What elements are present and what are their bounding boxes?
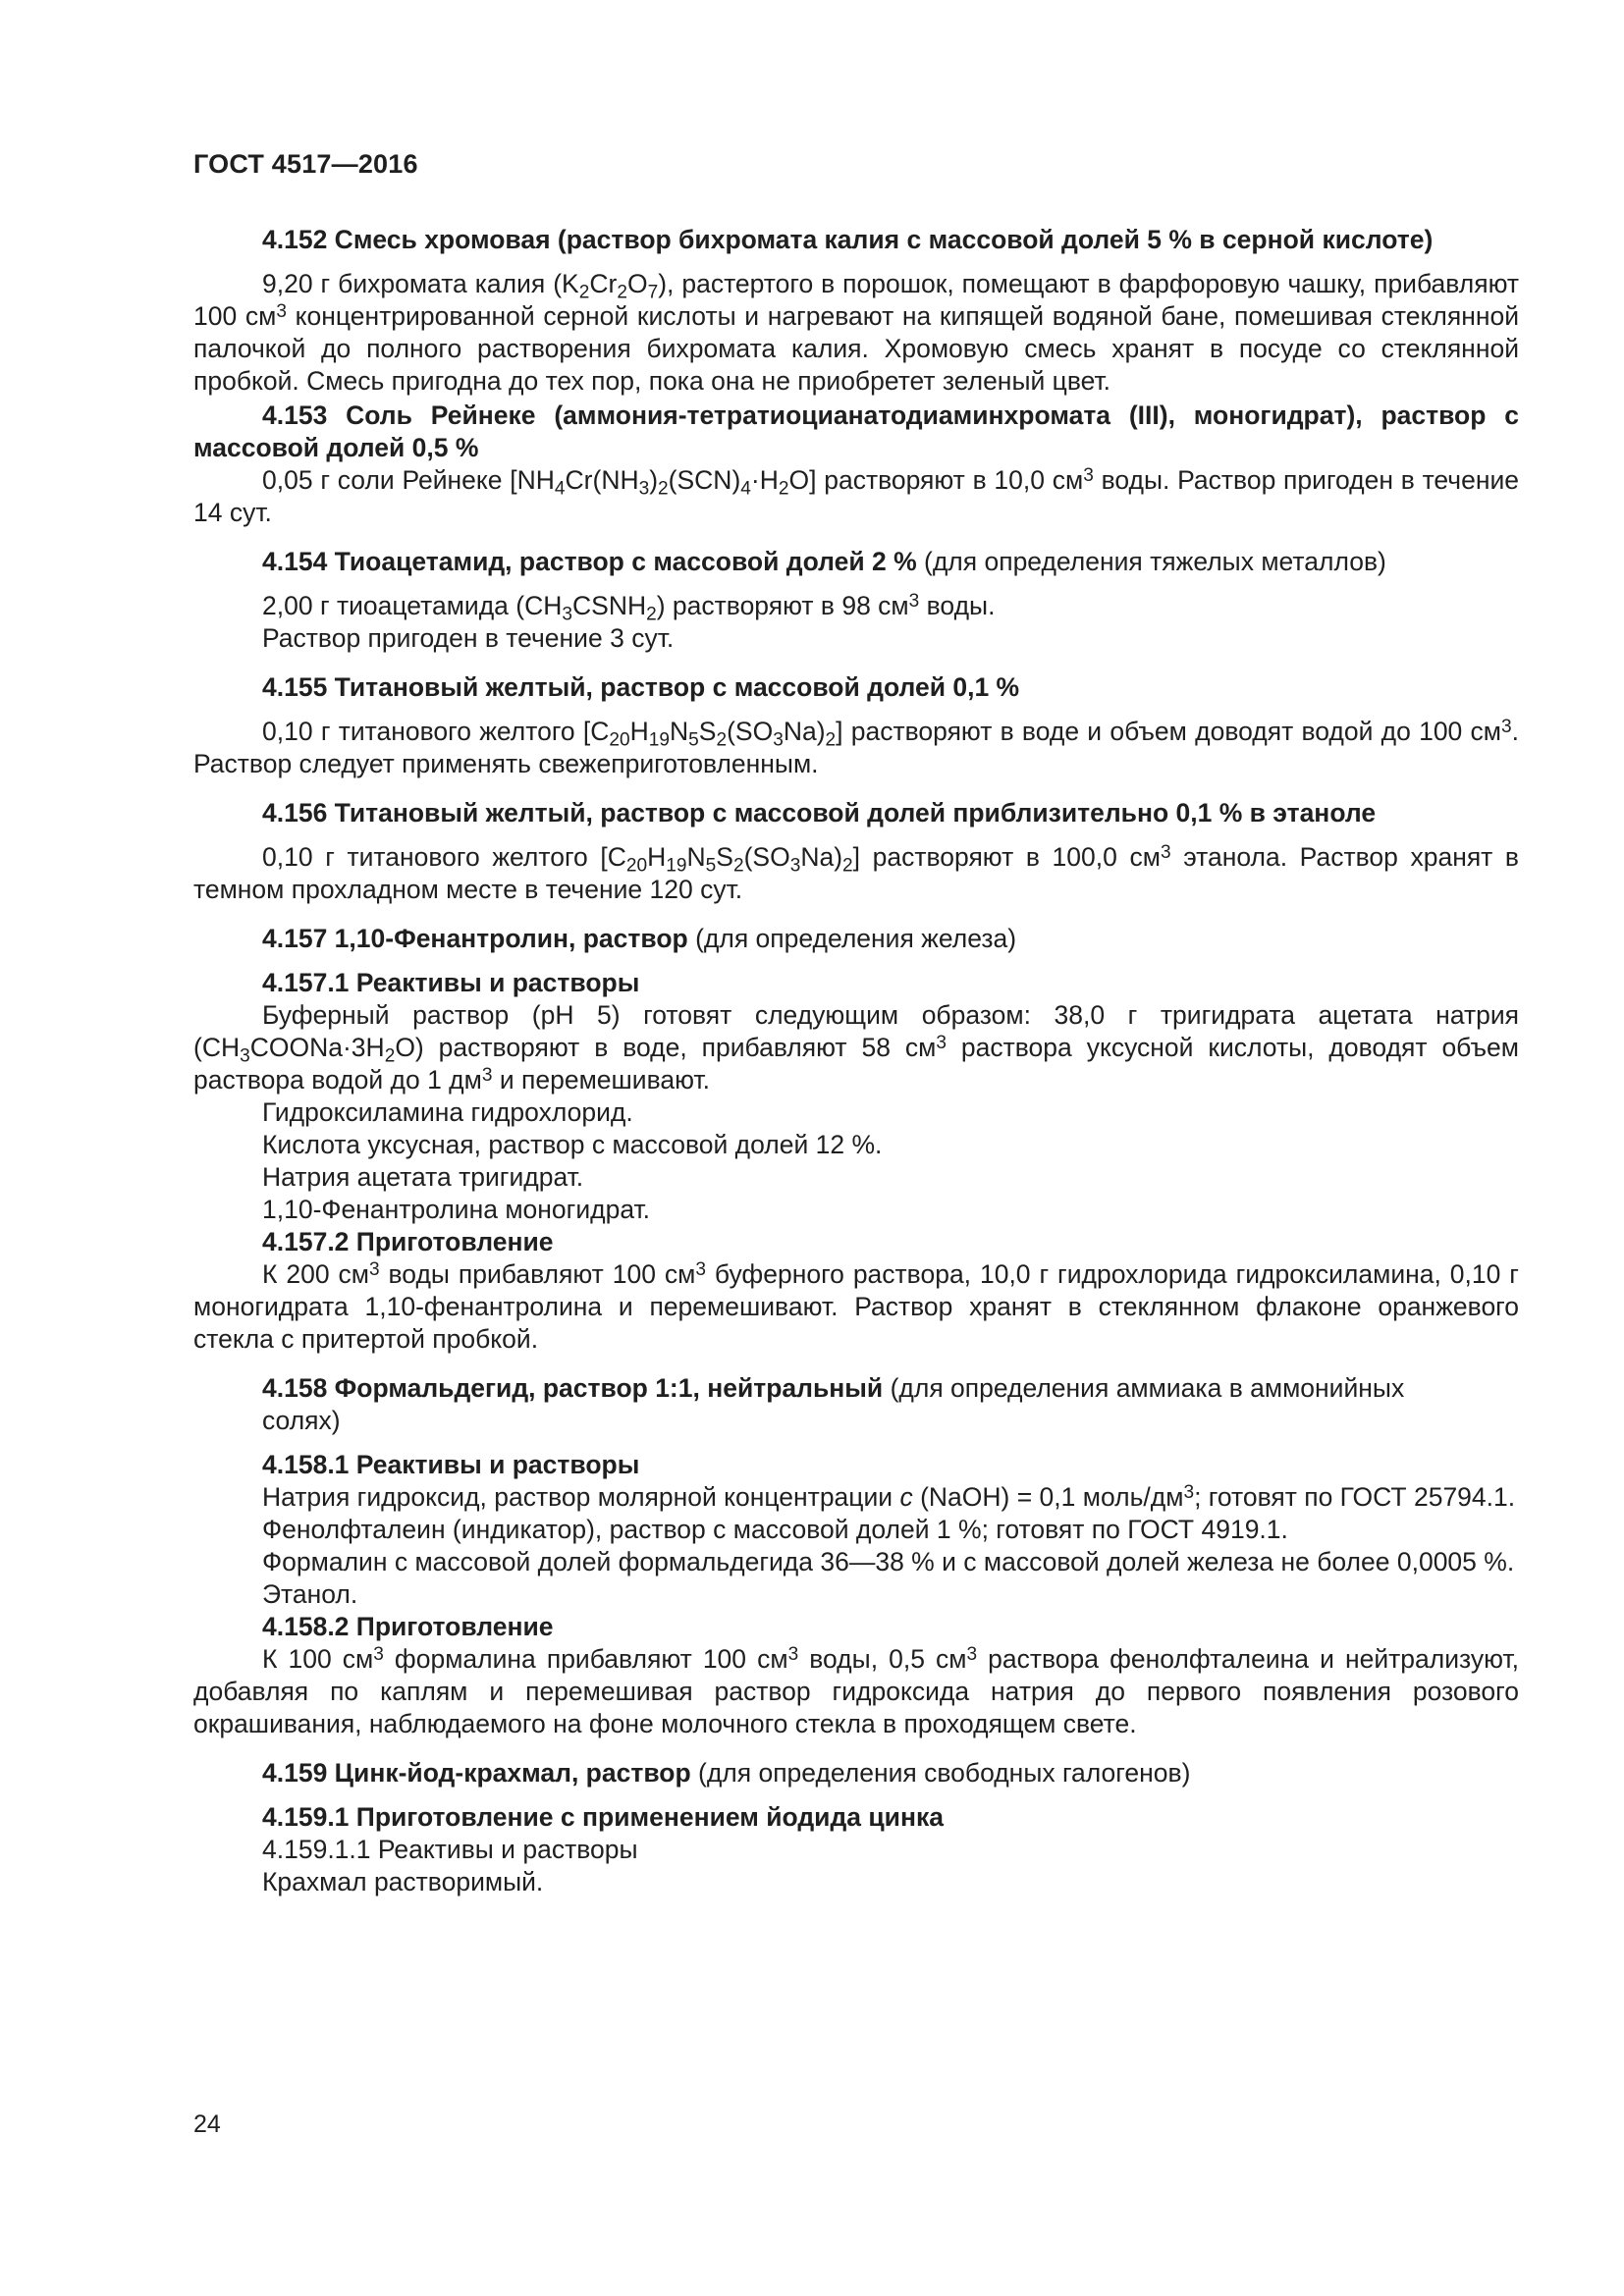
section-4-158-1-formalin: Формалин с массовой долей формальдегида 36—38 % и с массовой долей железа не более 0,0005 %. [262,1547,1515,1576]
section-4-153-title: 4.153 Соль Рейнеке (аммония-тетратиоцианатодиаминхромата (III), моногидрат), раствор с массовой долей 0,5 % [193,400,1519,462]
list-item: 1,10-Фенантролина моногидрат. [262,1195,651,1224]
section-4-155-title: 4.155 Титановый желтый, раствор с массовой долей 0,1 % [262,672,1020,702]
section-4-159-title: 4.159 Цинк-йод-крахмал, раствор (для определения свободных галогенов) [262,1758,1191,1788]
section-4-158-1-phenolphthalein: Фенолфталеин (индикатор), раствор с массовой долей 1 %; готовят по ГОСТ 4919.1. [262,1515,1288,1544]
section-4-158-1-ethanol: Этанол. [262,1579,358,1609]
section-4-156-text: 0,10 г титанового желтого $[C_{20}H_{19}N_5S_2(SO_3Na)_2]$ растворяют в 100,0 $см^3$ этанола. Раствор хранят в темном прохладном месте в течение 120 сут. [193,842,1520,904]
list-item: Крахмал растворимый. [262,1867,544,1896]
section-4-157-2-text: К 200 $см^3$ воды прибавляют 100 $см^3$ буферного раствора, 10,0 г гидрохлорида гидроксиламина, 0,10 г моногидрата 1,10-фенантролина и перемешивают. Раствор хранят в стеклянном флаконе оранжевого стекла с притертой пробкой. [193,1259,1519,1354]
section-4-158-2-title: 4.158.2 Приготовление [262,1612,554,1641]
section-4-158-title: 4.158 Формальдегид, раствор 1:1, нейтральный (для определения аммиака в аммонийных солях) [262,1373,1405,1435]
section-4-152-title: 4.152 Смесь хромовая (раствор бихромата калия с массовой долей 5 % в серной кислоте) [262,225,1434,254]
section-4-158-1-naoh: Натрия гидроксид, раствор молярной концентрации с (NaOH) = 0,1 моль/$дм^3$; готовят по ГОСТ 25794.1. [262,1482,1516,1512]
section-4-158-1-title: 4.158.1 Реактивы и растворы [262,1450,640,1479]
section-4-152-text: 9,20 г бихромата калия $(K_2Cr_2O_7)$, растертого в порошок, помещают в фарфоровую чашку, прибавляют 100 $см^3$ концентрированной серной кислоты и нагревают на кипящей водяной бане, помешивая стеклянной палочкой до полного растворения бихромата калия. Хромовую смесь хранят в посуде со стеклянной пробкой. Смесь пригодна до тех пор, пока она не приобретет зеленый цвет. [193,269,1520,396]
list-item: Гидроксиламина гидрохлорид. [262,1097,633,1127]
section-4-154-title: 4.154 Тиоацетамид, раствор с массовой долей 2 % (для определения тяжелых металлов) [262,547,1386,576]
document-header: ГОСТ 4517—2016 [193,149,418,179]
section-4-153-text: 0,05 г соли Рейнеке $[NH_4Cr(NH_3)_2(SCN)_4\cdot H_2O]$ растворяют в 10,0 $см^3$ воды. Раствор пригоден в течение 14 сут. [193,465,1520,527]
section-4-157-title: 4.157 1,10-Фенантролин, раствор (для определения железа) [262,924,1017,953]
section-4-154-shelf-life: Раствор пригоден в течение 3 сут. [262,623,675,653]
page-number: 24 [193,2110,221,2138]
list-item: Натрия ацетата тригидрат. [262,1162,584,1192]
section-4-154-text: 2,00 г тиоацетамида $(CH_3CSNH_2)$ растворяют в 98 $см^3$ воды. [262,591,996,625]
document-body [193,224,1519,1898]
section-4-157-1-buffer: Буферный раствор (рН 5) готовят следующим образом: 38,0 г тригидрата ацетата натрия $(CH_3COONa\cdot 3H_2O)$ растворяют в воде, прибавляют 58 $см^3$ раствора уксусной кислоты, доводят объем раствора водой до 1 $дм^3$ и перемешивают. [193,1000,1519,1095]
section-4-157-1-title: 4.157.1 Реактивы и растворы [262,968,640,997]
section-4-156-title: 4.156 Титановый желтый, раствор с массовой долей приблизительно 0,1 % в этаноле [262,798,1377,828]
section-4-159-1-1-title: 4.159.1.1 Реактивы и растворы [262,1835,638,1864]
section-4-158-2-text: К 100 $см^3$ формалина прибавляют 100 $см^3$ воды, 0,5 $см^3$ раствора фенолфталеина и нейтрализуют, добавляя по каплям и перемешивая раствор гидроксида натрия до первого появления розового окрашивания, наблюдаемого на фоне молочного стекла в проходящем свете. [193,1644,1519,1738]
section-4-155-text: 0,10 г титанового желтого $[C_{20}H_{19}N_5S_2(SO_3Na)_2]$ растворяют в воде и объем доводят водой до 100 $см^3$. Раствор следует применять свежеприготовленным. [193,717,1520,778]
list-item: Кислота уксусная, раствор с массовой долей 12 %. [262,1130,883,1159]
section-4-157-2-title: 4.157.2 Приготовление [262,1227,554,1256]
section-4-159-1-title: 4.159.1 Приготовление с применением йодида цинка [262,1802,944,1832]
